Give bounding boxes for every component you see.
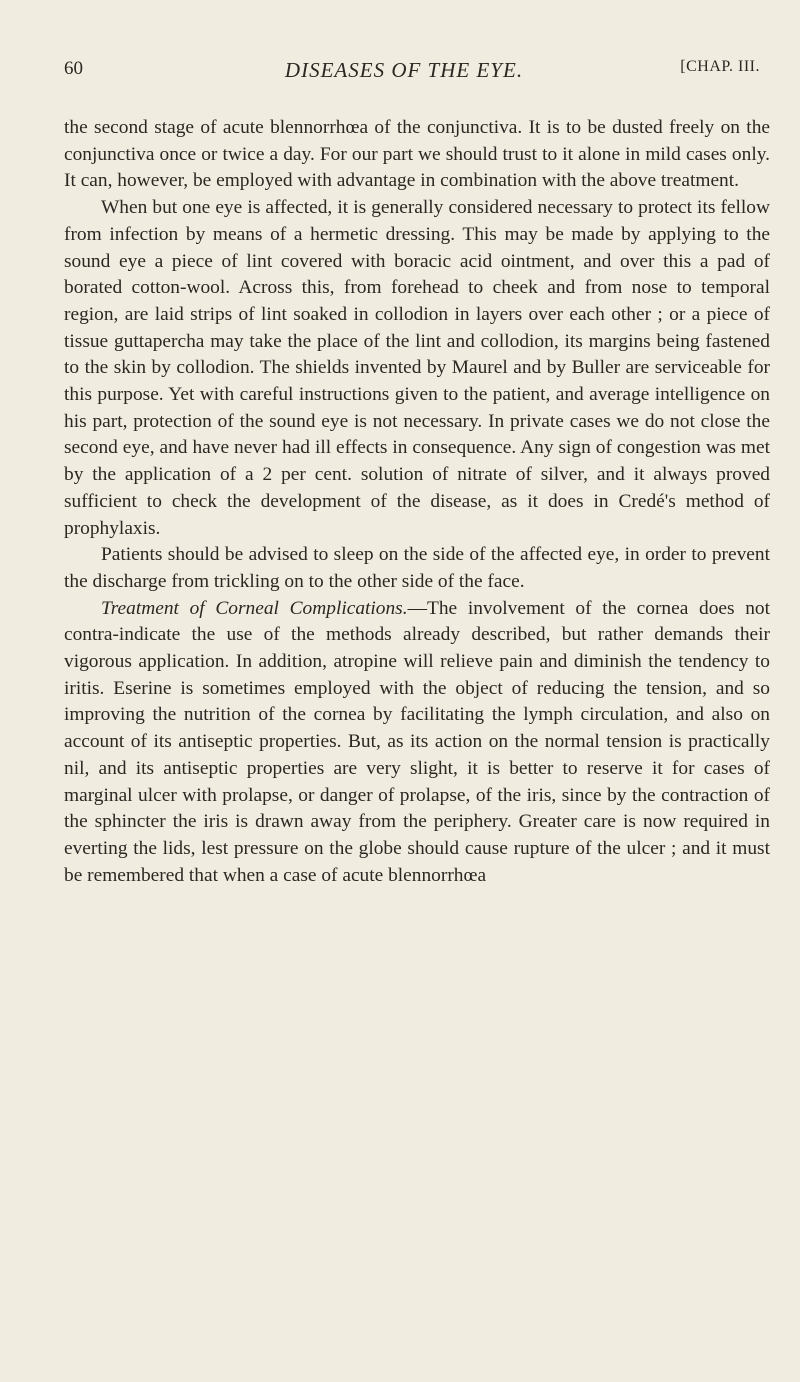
body-text [64, 115, 770, 889]
paragraph [64, 596, 770, 890]
paragraph: When but one eye is affected, it is generally considered necessary to protect its fellow from infection by means of a hermetic dressing. This may be made by applying to the sound eye a piece of lint covered with boracic acid ointment, and over this a pad of borated cotton-wool. Across this, from forehead to cheek and from nose to temporal region, are laid strips of lint soaked in collodion in layers over each other ; or a piece of tissue guttapercha may take the place of the lint and collodion, its margins being fastened to the skin by collodion. The shields invented by Maurel and by Buller are serviceable for this purpose. Yet with careful instructions given to the patient, and average intelligence on his part, protection of the sound eye is not necessary. In private cases we do not close the second eye, and have never had ill effects in consequence. Any sign of congestion was met by the application of a 2 per cent. solution of nitrate of silver, and it always proved sufficient to check the development of the disease, as it does in Credé's method of prophylaxis. [64, 197, 770, 539]
section-heading: Treatment of Corneal Complications. [101, 597, 408, 619]
paragraph: the second stage of acute blennorrhœa of the conjunctiva. It is to be dusted freely on the conjunctiva once or twice a day. For our part we should trust to it alone in mild cases only. It can, however, be employed with advantage in combination with the above treatment. [64, 117, 770, 192]
running-header [48, 58, 760, 90]
page-number: 60 [64, 58, 83, 79]
running-title: DISEASES OF THE EYE. [284, 58, 524, 82]
chapter-label: [CHAP. III. [680, 58, 760, 75]
paragraph: Patients should be advised to sleep on the side of the affected eye, in order to prevent the discharge from trickling on to the other side of the face. [64, 544, 770, 592]
paragraph-text: —The involvement of the cornea does not contra-indicate the use of the methods already described, but rather demands their vigorous application. In addition, atropine will relieve pain and diminish the tendency to iritis. Eserine is sometimes employed with the object of reducing the tension, and so improving the nutrition of the cornea by facilitating the lymph circulation, and also on account of its antiseptic properties. But, as its action on the normal tension is practically nil, and its antiseptic properties are very slight, it is better to reserve it for cases of marginal ulcer with prolapse, or danger of prolapse, of the iris, since by the contraction of the sphincter the iris is drawn away from the periphery. Greater care is now required in everting the lids, lest pressure on the globe should cause rupture of the ulcer ; and it must be remembered that when a case of acute blennorrhœa [64, 597, 771, 886]
